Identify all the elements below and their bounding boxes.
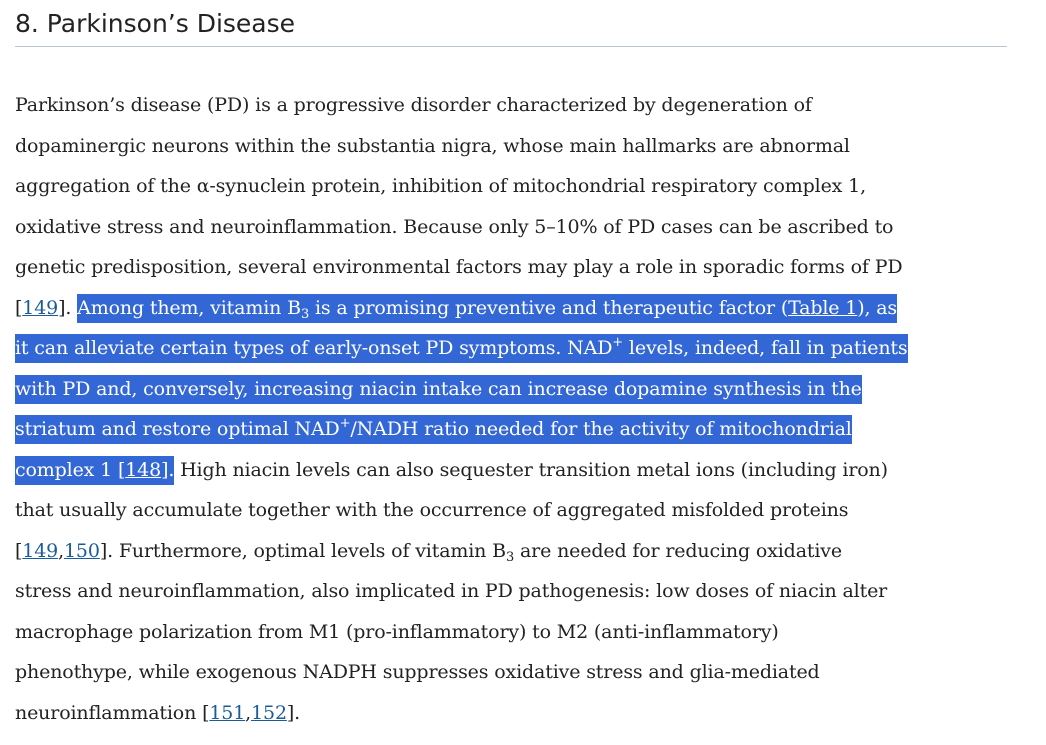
reference-link-148[interactable]: 148	[125, 458, 162, 481]
section-heading: 8. Parkinson’s Disease	[15, 8, 1007, 47]
reference-link-149[interactable]: 149	[22, 296, 59, 319]
paragraph-line: oxidative stress and neuroinflammation. Because only 5–10% of PD cases can be ascribed to	[15, 215, 894, 238]
selected-text-part: striatum and restore optimal NAD	[15, 418, 340, 440]
text-run: are needed for reducing oxidative	[514, 539, 842, 562]
selected-text-part: ), as	[857, 296, 898, 319]
text-run: ].	[286, 701, 301, 724]
paragraph-line	[15, 328, 1015, 369]
paragraph-line	[15, 288, 1015, 329]
comma-text: ,	[58, 539, 64, 562]
paragraph-line	[15, 531, 1015, 572]
paragraph-line: aggregation of the α-synuclein protein, inhibition of mitochondrial respiratory complex 1,	[15, 175, 866, 197]
text-run: High niacin levels can also sequester transition metal ions (including iron)	[174, 458, 888, 481]
paragraph-line	[15, 450, 1015, 491]
reference-link-149[interactable]: 149	[22, 539, 59, 562]
bracket-text: [	[15, 539, 23, 562]
selected-text[interactable]	[15, 415, 852, 444]
paragraph-line: stress and neuroinflammation, also implicated in PD pathogenesis: low doses of niacin alter	[15, 580, 888, 602]
reference-link-151[interactable]: 151	[209, 701, 246, 724]
selected-text-part: it can alleviate certain types of early-onset PD symptoms. NAD	[15, 337, 613, 359]
paragraph-line: that usually accumulate together with the occurrence of aggregated misfolded proteins	[15, 499, 849, 521]
paragraph-line: genetic predisposition, several environmental factors may play a role in sporadic forms of PD	[15, 256, 903, 278]
subscript: 3	[505, 549, 515, 565]
selected-text-part: levels, indeed, fall in patients	[623, 337, 908, 359]
selected-text-part: ].	[161, 458, 175, 481]
paragraph-line	[15, 693, 1015, 734]
reference-link-150[interactable]: 150	[63, 539, 100, 562]
paragraph-line: macrophage polarization from M1 (pro-inflammatory) to M2 (anti-inflammatory)	[15, 620, 779, 643]
selected-text-part: complex 1 [	[15, 458, 126, 481]
selected-text[interactable]	[77, 294, 897, 323]
superscript: +	[612, 335, 624, 350]
body-paragraph	[15, 85, 1015, 733]
text-run: ]. Furthermore, optimal levels of vitamin B	[99, 539, 506, 562]
bracket-text: [	[15, 296, 23, 319]
paragraph-line: dopaminergic neurons within the substantia nigra, whose main hallmarks are abnormal	[15, 134, 850, 157]
selected-text-part: Among them, vitamin B	[77, 296, 301, 319]
paragraph-line	[15, 409, 1015, 450]
selected-text-part: /NADH ratio needed for the activity of mitochondrial	[350, 418, 852, 440]
table-1-link[interactable]: Table 1	[788, 296, 858, 319]
paragraph-line: Parkinson’s disease (PD) is a progressive disorder characterized by degeneration of	[15, 94, 812, 116]
selected-text[interactable]: with PD and, conversely, increasing niacin intake can increase dopamine synthesis in the	[15, 375, 862, 404]
comma-text: ,	[245, 701, 252, 724]
paragraph-line	[15, 369, 1015, 410]
bracket-text: ].	[58, 296, 72, 319]
paragraph-line: phenothype, while exogenous NADPH suppresses oxidative stress and glia-mediated	[15, 661, 820, 683]
reference-link-152[interactable]: 152	[251, 701, 287, 724]
superscript: +	[339, 416, 351, 431]
selected-text-part: is a promising preventive and therapeutic factor (	[309, 296, 789, 319]
text-run: neuroinflammation [	[15, 701, 210, 724]
subscript: 3	[300, 306, 310, 322]
selected-text[interactable]	[15, 456, 174, 485]
selected-text[interactable]	[15, 334, 908, 363]
